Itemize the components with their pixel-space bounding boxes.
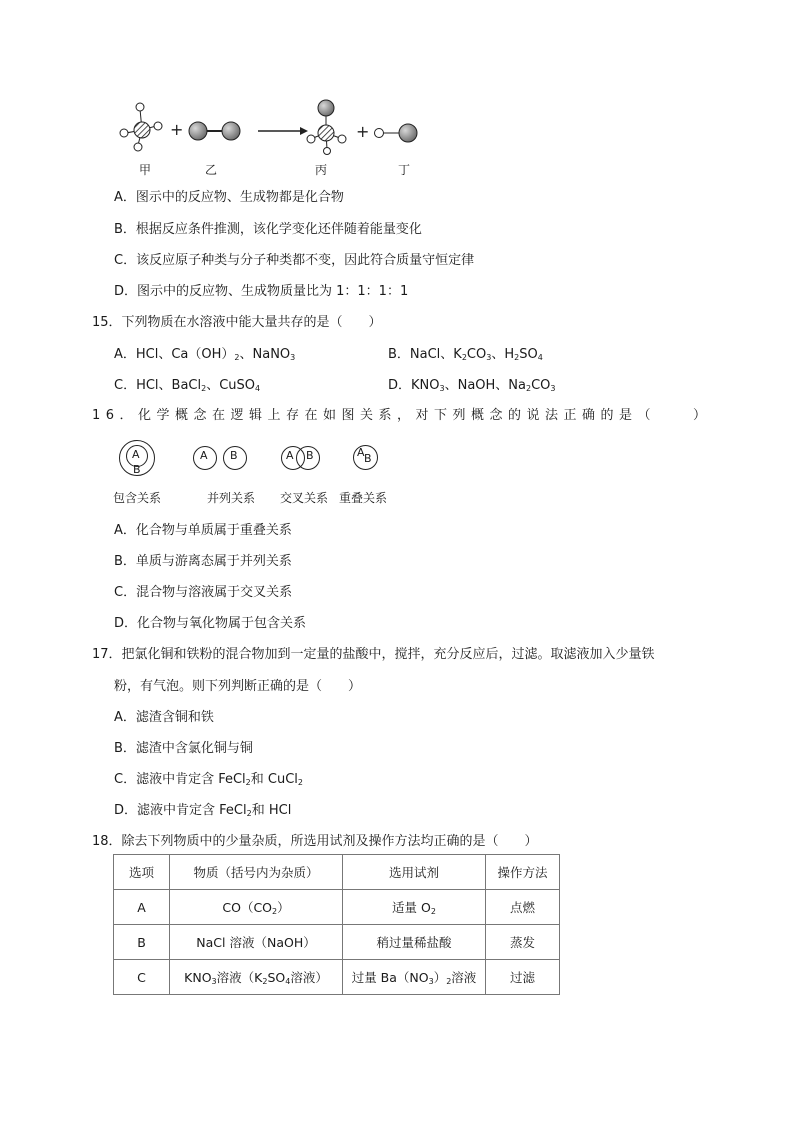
header-method: 操作方法: [486, 855, 560, 890]
label-yi: 乙: [205, 163, 218, 177]
relation-containment: 包含关系: [113, 491, 162, 505]
row-a-method: 点燃: [486, 890, 560, 925]
molecule-yi: [189, 122, 240, 140]
molecule-bing: [307, 100, 346, 155]
row-c-substance: $KNO_3$溶液（$K_2SO_4$溶液）: [170, 960, 343, 995]
header-option: 选项: [114, 855, 170, 890]
q18-stem: 18．除去下列物质中的少量杂质，所选用试剂及操作方法均正确的是（ ）: [92, 834, 538, 849]
table-header-row: [114, 855, 560, 890]
q17-stem-line1: 17．把氯化铜和铁粉的混合物加到一定量的盐酸中，搅拌，充分反应后，过滤。取滤液加入少量铁: [92, 647, 655, 662]
q15-option-a: A．HCl、$Ca(OH)_2$、NaNO$_3$: [114, 347, 296, 362]
relation-parallel: 并列关系: [207, 491, 256, 505]
label-jia: 甲: [139, 163, 152, 177]
reaction-diagram: [110, 95, 430, 155]
row-b-substance: NaCl 溶液（NaOH）: [170, 925, 343, 960]
q17-option-c: C．滤液中肯定含 FeCl$_2$和 CuCl$_2$: [114, 772, 303, 787]
q15-option-c: C．HCl、BaCl$_2$、CuSO$_4$: [114, 378, 261, 393]
row-b-method: 蒸发: [486, 925, 560, 960]
q17-option-b: B．滤渣中含氯化铜与铜: [114, 741, 253, 756]
table-row: [114, 890, 560, 925]
row-b-option: B: [114, 925, 170, 960]
plus-sign-1: +: [170, 120, 184, 139]
relation-overlap: 重叠关系: [339, 491, 388, 505]
molecule-jia: [120, 103, 162, 151]
q16-option-c: C．混合物与溶液属于交叉关系: [114, 585, 293, 600]
reaction-option-d: D．图示中的反应物、生成物质量比为 1：1：1：1: [114, 284, 409, 299]
relation-intersection: 交叉关系: [280, 491, 329, 505]
header-reagent: 选用试剂: [343, 855, 486, 890]
q16-option-d: D．化合物与氧化物属于包含关系: [114, 616, 307, 631]
reaction-option-a: A．图示中的反应物、生成物都是化合物: [114, 190, 344, 205]
q15-stem: 15．下列物质在水溶液中能大量共存的是（ ）: [92, 315, 382, 330]
q15-option-d: D．$KNO_3$、NaOH、$Na_2CO_3$: [388, 378, 556, 393]
q16-option-b: B．单质与游离态属于并列关系: [114, 554, 292, 569]
label-bing: 丙: [315, 163, 328, 177]
row-b-reagent: 稍过量稀盐酸: [343, 925, 486, 960]
q18-table: [113, 854, 560, 995]
reaction-arrow: [258, 127, 308, 135]
q15-option-b: B．NaCl、$K_2CO_3$、$H_2SO_4$: [388, 347, 543, 362]
q16-option-a: A．化合物与单质属于重叠关系: [114, 523, 292, 538]
reaction-option-b: B．根据反应条件推测，该化学变化还伴随着能量变化: [114, 222, 422, 237]
plus-sign-2: +: [356, 122, 370, 141]
row-c-method: 过滤: [486, 960, 560, 995]
q17-stem-line2: 粉，有气泡。则下列判断正确的是（ ）: [114, 679, 362, 694]
molecule-ding: [375, 124, 418, 142]
table-row: [114, 960, 560, 995]
row-a-substance: $CO(CO_2)$: [170, 890, 343, 925]
row-a-option: A: [114, 890, 170, 925]
q17-option-a: A．滤渣含铜和铁: [114, 710, 214, 725]
row-a-reagent: 适量 $O_2$: [343, 890, 486, 925]
header-substance: 物质（括号内为杂质）: [170, 855, 343, 890]
q17-option-d: D．滤液中肯定含 FeCl$_2$和 HCl: [114, 803, 292, 818]
q16-stem: 16．化学概念在逻辑上存在如图关系，对下列概念的说法正确的是（ ）: [92, 408, 712, 423]
table-row: [114, 925, 560, 960]
row-c-option: C: [114, 960, 170, 995]
label-ding: 丁: [398, 163, 411, 177]
reaction-option-c: C．该反应原子种类与分子种类都不变，因此符合质量守恒定律: [114, 253, 475, 268]
row-c-reagent: 过量 $Ba(NO_3)_2$溶液: [343, 960, 486, 995]
